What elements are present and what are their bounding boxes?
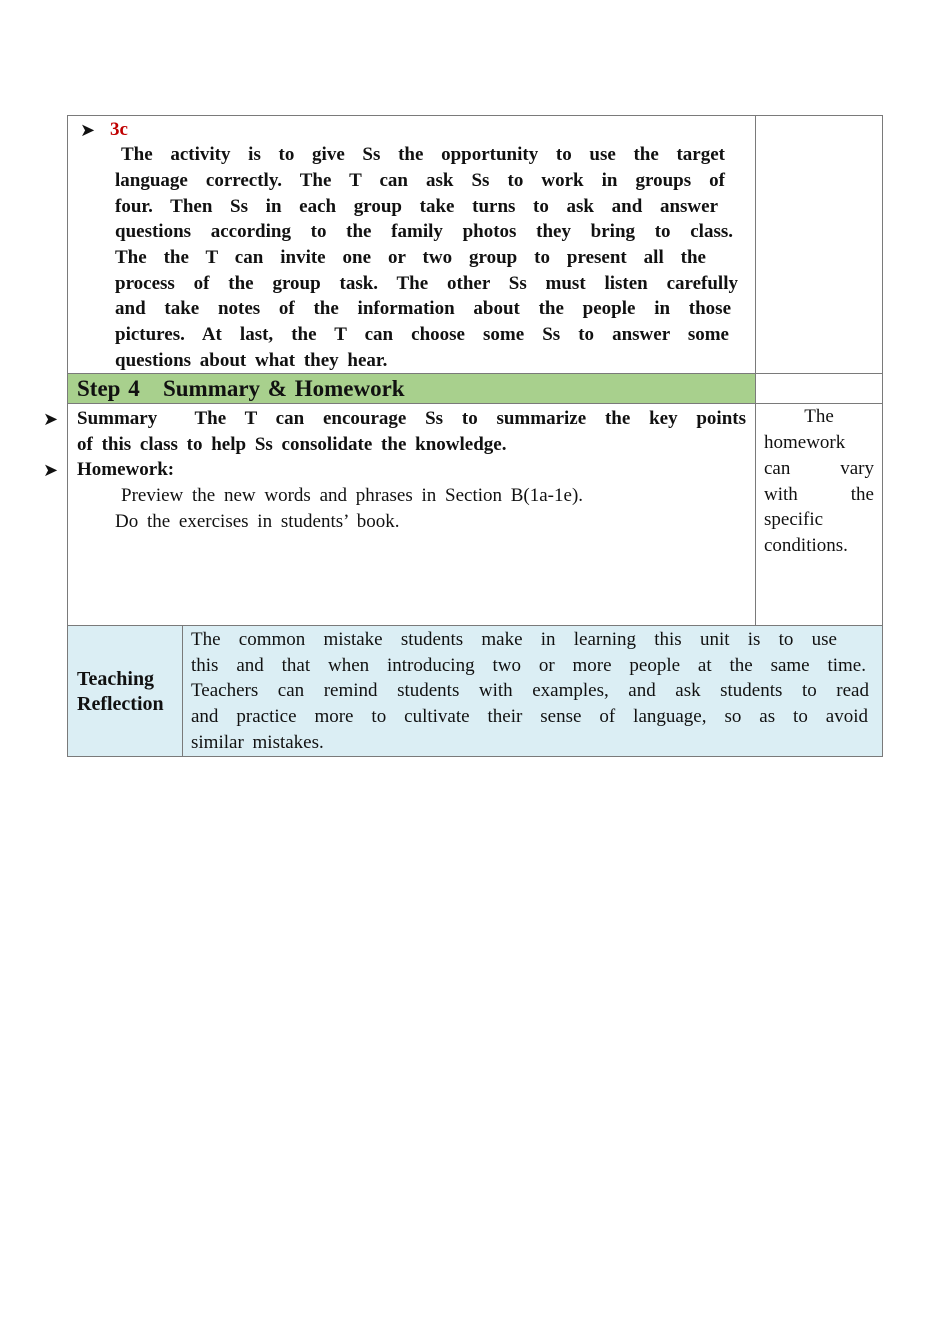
- reflection-line: Teachers can remind students with examples, and ask students to read: [191, 680, 869, 701]
- activity-3c-line: questions about what they hear.: [115, 350, 388, 371]
- homework-item: Do the exercises in students’ book.: [115, 511, 400, 532]
- activity-3c-line: The activity is to give Ss the opportunity to use the target: [121, 144, 725, 165]
- activity-3c-line: language correctly. The T can ask Ss to work in groups of: [115, 170, 725, 191]
- bullet-arrow-icon: ➤: [80, 120, 96, 140]
- reflection-line: The common mistake students make in learning this unit is to use: [191, 629, 837, 650]
- side-note-line: The: [804, 406, 834, 427]
- activity-3c-line: questions according to the family photos they bring to class.: [115, 221, 733, 242]
- activity-3c-line: pictures. At last, the T can choose some Ss to answer some: [115, 324, 729, 345]
- side-note-line: conditions.: [764, 535, 848, 556]
- step4-header: Step 4 Summary & Homework: [77, 376, 405, 401]
- activity-3c-line: process of the group task. The other Ss must listen carefully: [115, 273, 738, 294]
- reflection-line: this and that when introducing two or more people at the same time.: [191, 655, 866, 676]
- side-note-line: with the: [764, 484, 874, 505]
- reflection-line: and practice more to cultivate their sense of language, so as to avoid: [191, 706, 868, 727]
- summary-line: of this class to help Ss consolidate the knowledge.: [77, 434, 507, 455]
- summary-line: Summary The T can encourage Ss to summarize the key points: [77, 408, 746, 429]
- reflection-line: similar mistakes.: [191, 732, 324, 753]
- bullet-arrow-icon: ➤: [43, 409, 59, 429]
- reflection-label-line: Teaching: [77, 668, 155, 690]
- homework-item: Preview the new words and phrases in Section B(1a-1e).: [121, 485, 584, 506]
- reflection-label-line: Reflection: [77, 693, 164, 715]
- activity-3c-line: The the T can invite one or two group to present all the: [115, 247, 706, 268]
- bullet-arrow-icon: ➤: [43, 460, 59, 480]
- activity-3c-heading: 3c: [110, 119, 128, 140]
- homework-label: Homework:: [77, 459, 175, 480]
- activity-3c-line: and take notes of the information about the people in those: [115, 298, 731, 319]
- side-note-line: homework: [764, 432, 846, 453]
- side-note-line: can vary: [764, 458, 874, 479]
- side-note-line: specific: [764, 509, 824, 530]
- activity-3c-line: four. Then Ss in each group take turns to ask and answer: [115, 196, 718, 217]
